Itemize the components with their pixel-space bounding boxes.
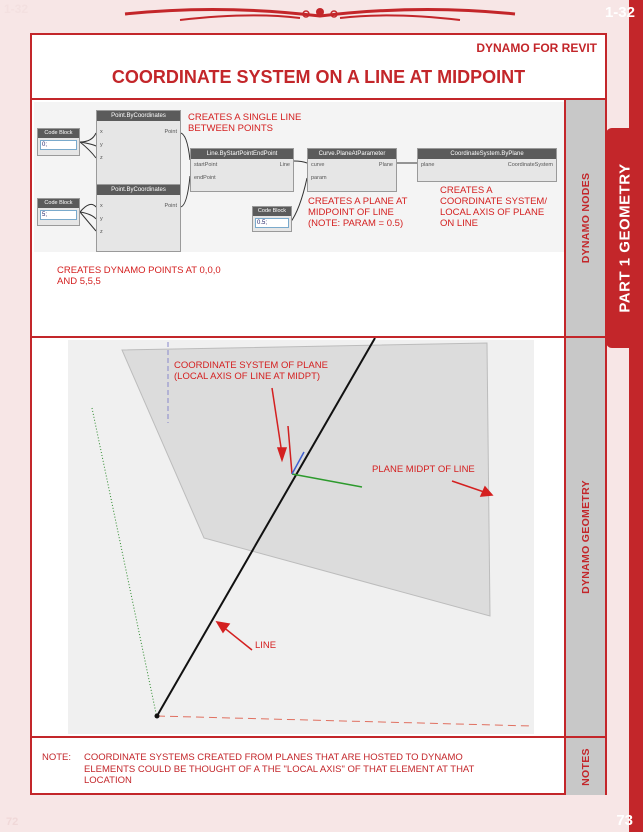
node-title: Curve.PlaneAtParameter: [308, 149, 396, 159]
code-block-node-2[interactable]: [37, 198, 80, 226]
page-edge-band: [629, 0, 643, 832]
annotation-coordinate-system: CREATES A COORDINATE SYSTEM/ LOCAL AXIS OF PLANE ON LINE: [440, 185, 547, 229]
page-title: COORDINATE SYSTEM ON A LINE AT MIDPOINT: [111, 67, 526, 87]
annotation-line: CREATES A SINGLE LINE BETWEEN POINTS: [188, 112, 302, 134]
page-number-bottom-left: 72: [6, 816, 19, 828]
page-number-top-right: 1-32: [604, 4, 635, 21]
input-port-startpoint[interactable]: startPoint: [194, 162, 218, 168]
point-by-coordinates-node-1[interactable]: [96, 110, 181, 185]
annotation-plane-midpoint: PLANE MIDPT OF LINE: [372, 464, 475, 475]
sidebar-notes-label: NOTES: [579, 747, 592, 786]
header-ornament: [120, 2, 520, 28]
output-port-point[interactable]: Point: [164, 129, 177, 135]
output-port-line[interactable]: Line: [279, 162, 290, 168]
page-number-bottom-right: 73: [616, 812, 633, 829]
note-label: NOTE:: [42, 752, 72, 763]
geometry-drawing: [32, 338, 566, 738]
input-port-z[interactable]: z: [100, 155, 103, 161]
output-port-plane[interactable]: Plane: [378, 162, 393, 168]
annotation-coordinate-system-plane: COORDINATE SYSTEM OF PLANE (LOCAL AXIS OF LINE AT MIDPT): [174, 360, 328, 382]
annotation-plane: CREATES A PLANE AT MIDPOINT OF LINE (NOTE: PARAM = 0.5): [308, 196, 408, 229]
output-port-point[interactable]: Point: [164, 203, 177, 209]
node-title: CoordinateSystem.ByPlane: [418, 149, 556, 159]
x-axis-guide: [157, 716, 532, 726]
node-title: Line.ByStartPointEndPoint: [191, 149, 293, 159]
input-port-z[interactable]: z: [100, 229, 103, 235]
code-block-value[interactable]: 5;: [40, 210, 77, 220]
annotation-points: CREATES DYNAMO POINTS AT 0,0,0 AND 5,5,5: [57, 265, 221, 287]
input-port-endpoint[interactable]: endPoint: [194, 175, 216, 181]
code-block-value[interactable]: 0;: [40, 140, 77, 150]
z-axis-guide: [92, 408, 157, 718]
sidebar-geometry: [564, 336, 605, 736]
code-block-value[interactable]: 0.5;: [255, 218, 289, 228]
line-by-start-end-node[interactable]: [190, 148, 294, 192]
code-block-title: Code Block: [38, 129, 79, 138]
note-text: COORDINATE SYSTEMS CREATED FROM PLANES THAT ARE HOSTED TO DYNAMO ELEMENTS COULD BE THOUGHT OF A THE "LOCAL AXIS" OF THAT ELEMENT AT THAT LOCATION: [84, 752, 475, 786]
notes-panel: [32, 736, 566, 795]
curve-plane-at-parameter-node[interactable]: [307, 148, 397, 192]
sidebar-nodes-label: DYNAMO NODES: [579, 172, 592, 264]
output-port-coordinate-system[interactable]: CoordinateSystem: [507, 162, 553, 168]
page-frame: [30, 33, 607, 795]
code-block-title: Code Block: [253, 207, 291, 216]
sidebar-nodes: [564, 98, 605, 336]
code-block-node-3[interactable]: [252, 206, 292, 232]
geometry-panel: [32, 336, 566, 736]
input-port-curve[interactable]: curve: [311, 162, 325, 168]
coordinate-system-by-plane-node[interactable]: [417, 148, 557, 182]
sidebar-notes: [564, 736, 605, 795]
node-title: Point.ByCoordinates: [97, 185, 180, 195]
section-tab: [606, 128, 643, 348]
page-number-top-left: 1-32: [4, 2, 29, 16]
input-port-y[interactable]: y: [100, 216, 103, 222]
annotation-line-geometry: LINE: [255, 640, 277, 651]
sidebar-geometry-label: DYNAMO GEOMETRY: [579, 480, 592, 594]
code-block-node-1[interactable]: [37, 128, 80, 156]
section-tab-label: PART 1 GEOMETRY: [616, 163, 633, 313]
point-by-coordinates-node-2[interactable]: [96, 184, 181, 252]
nodes-panel: [32, 98, 566, 336]
book-header: DYNAMO FOR REVIT: [476, 41, 597, 55]
node-title: Point.ByCoordinates: [97, 111, 180, 121]
input-port-y[interactable]: y: [100, 142, 103, 148]
input-port-plane[interactable]: plane: [421, 162, 435, 168]
code-block-title: Code Block: [38, 199, 79, 208]
input-port-x[interactable]: x: [100, 129, 103, 135]
input-port-param[interactable]: param: [311, 175, 327, 181]
input-port-x[interactable]: x: [100, 203, 103, 209]
plane-surface: [122, 343, 490, 616]
